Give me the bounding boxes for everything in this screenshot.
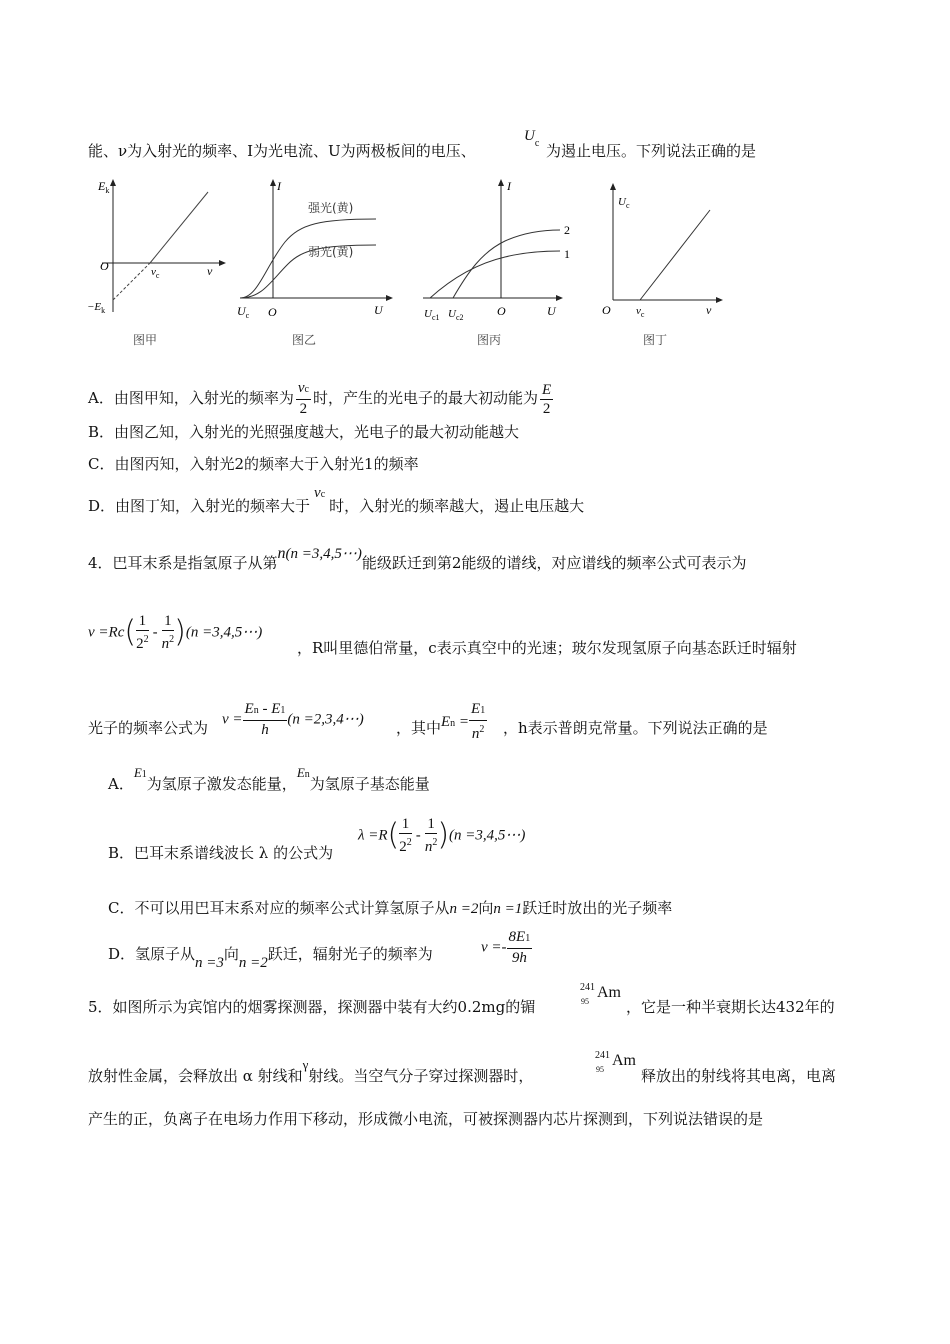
q4-option-d: D．氢原子从n =3向n =2跃迁，辐射光子的频率为 xyxy=(108,945,433,971)
q5-line-3: 产生的正，负离子在电场力作用下移动，形成微小电流，可被探测器内芯片探测到，下列说法错误的是 xyxy=(88,1110,764,1128)
am-nuclide-2: 241 95 Am xyxy=(595,1050,636,1074)
intro-text-2: 为遏止电压。下列说法正确的是 xyxy=(546,142,757,160)
q3-option-a: A．由图甲知，入射光的频率为 $\frac{\nu c}{2}$ 时，产生的光电子的最大初动能为 $\frac{E}{2}$ xyxy=(88,380,552,417)
ding-caption: 图丁 xyxy=(643,333,668,347)
ding-nuc: $\nu_c$ xyxy=(636,305,645,319)
ding-xlabel: ν xyxy=(706,303,712,317)
yi-weak-label: 弱光(黄) xyxy=(308,245,354,259)
q5-line-1-end: ，它是一种半衰期长达432年的 xyxy=(626,998,835,1016)
yi-caption: 图乙 xyxy=(292,333,317,347)
figure-row xyxy=(80,172,740,352)
jia-nuc: $\nu_c$ xyxy=(151,266,160,280)
uc-symbol: $U_c$ xyxy=(524,128,540,149)
bing-uc2: $U_{c2}$ xyxy=(448,308,464,322)
q3-option-b: B．由图乙知，入射光的光照强度越大，光电子的最大初动能越大 xyxy=(88,423,520,441)
q4-line-2: ，R叫里德伯常量，c表示真空中的光速；玻尔发现氢原子向基态跃迁时辐射 xyxy=(297,639,797,657)
jia-ylabel: $E_k$ xyxy=(98,179,110,195)
q4-formula-3: En = $\frac{E1}{n^2}$ xyxy=(441,701,486,742)
bing-xlabel: U xyxy=(547,304,556,318)
q3-d-nuc: νc xyxy=(314,485,326,501)
q3-a-fraction-nu: $\frac{\nu c}{2}$ xyxy=(297,380,309,417)
q3-option-d: D．由图丁知，入射光的频率大于νc时，入射光的频率越大，遏止电压越大 xyxy=(88,485,585,515)
q4-option-b: B．巴耳末系谱线波长 λ 的公式为 xyxy=(108,844,334,862)
jia-origin: O xyxy=(100,259,109,273)
bing-caption: 图丙 xyxy=(477,333,502,347)
yi-strong-label: 强光(黄) xyxy=(308,201,354,215)
q4-formula-d: ν =- $\frac{8E1}{9h}$ xyxy=(481,929,531,966)
yi-ylabel: I xyxy=(277,179,281,193)
q5-line-1: 5．如图所示为宾馆内的烟雾探测器，探测器中装有大约0.2mg的镅 xyxy=(88,998,536,1016)
q3-option-c: C．由图丙知，入射光2的频率大于入射光1的频率 xyxy=(88,455,419,473)
bing-curve1-label: 1 xyxy=(564,247,570,261)
q4-range-1: (n =3,4,5⋯) xyxy=(285,546,362,562)
bing-ylabel: I xyxy=(507,179,511,193)
ding-ylabel: $U_c$ xyxy=(618,196,630,210)
q5-line-2: 放射性金属，会释放出 α 射线和γ射线。当空气分子穿过探测器时， xyxy=(88,1057,534,1085)
q4-n: n xyxy=(277,545,286,562)
yi-uc: $U_c$ xyxy=(237,304,250,320)
yi-origin: O xyxy=(268,305,277,319)
q4-formula-2: ν = $\frac{En - E1}{h}$ (n =2,3,4⋯) xyxy=(222,701,364,738)
bing-curve2-label: 2 xyxy=(564,223,570,237)
bing-origin: O xyxy=(497,304,506,318)
q4-line-1: 4．巴耳末系是指氢原子从第n(n =3,4,5⋯)能级跃迁到第2能级的谱线，对应谱线的频率公式可表示为 xyxy=(88,545,747,572)
intro-line xyxy=(88,141,476,161)
q5-line-2-end: 释放出的射线将其电离，电离 xyxy=(641,1067,837,1085)
intro-text-1: 能、ν为入射光的频率、I为光电流、U为两极板间的电压、 xyxy=(88,142,476,160)
bing-uc1: $U_{c1}$ xyxy=(424,308,440,322)
q4-formula-b: λ =R( $\frac{1}{2^2}$ - $\frac{1}{n^2}$ )(n =3,4,5⋯) xyxy=(358,816,526,855)
q3-a-fraction-e: $\frac{E}{2}$ xyxy=(541,382,552,417)
am-nuclide-1: 241 95 Am xyxy=(580,982,621,1006)
q4-formula-1: ν =Rc( $\frac{1}{2^2}$ - $\frac{1}{n^2}$ )(n =3,4,5⋯) xyxy=(88,613,263,652)
figure-ding xyxy=(602,186,720,347)
q4-line-3: 光子的频率公式为 xyxy=(88,719,209,737)
figure-jia xyxy=(87,179,223,347)
jia-caption: 图甲 xyxy=(133,333,158,347)
figure-yi xyxy=(237,179,390,347)
q4-option-a: A．E1为氢原子激发态能量，En为氢原子基态能量 xyxy=(108,765,430,793)
figure-bing xyxy=(423,179,570,347)
q4-option-c: C．不可以用巴耳末系对应的频率公式计算氢原子从n =2向n =1跃迁时放出的光子频率 xyxy=(108,899,673,917)
ding-origin: O xyxy=(602,303,611,317)
jia-negE: $-E_k$ xyxy=(87,301,106,315)
q4-line-3-end: ，h表示普朗克常量。下列说法正确的是 xyxy=(503,719,768,737)
yi-xlabel: U xyxy=(374,303,383,317)
q4-line-3-mid: ，其中 xyxy=(396,719,442,737)
jia-xlabel: ν xyxy=(207,264,213,278)
